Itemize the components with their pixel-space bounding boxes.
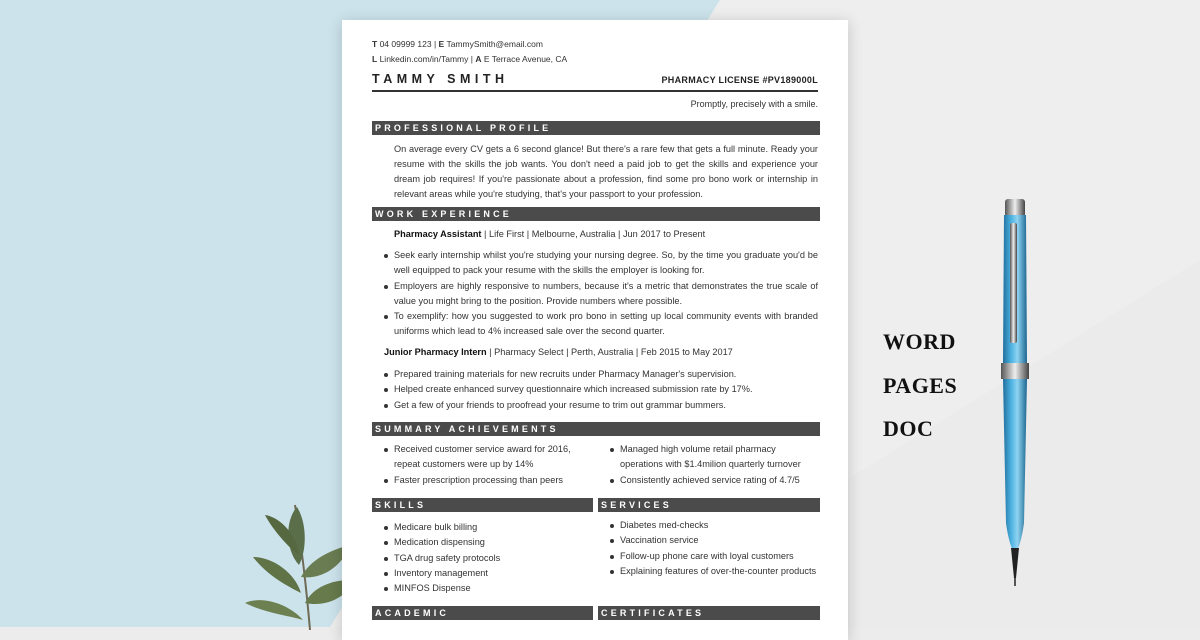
job-title: Junior Pharmacy Intern bbox=[384, 347, 487, 357]
pen-icon bbox=[985, 193, 1045, 603]
list-item: Explaining features of over-the-counter products bbox=[609, 564, 824, 579]
job-2-heading bbox=[384, 347, 733, 357]
separator: | bbox=[470, 54, 473, 64]
list-item: Managed high volume retail pharmacy operations with $1.4milion quarterly turnover bbox=[609, 442, 819, 473]
linkedin-label: L bbox=[372, 54, 378, 64]
contact-line-2 bbox=[372, 52, 567, 67]
list-item: Follow-up phone care with loyal customers bbox=[609, 549, 824, 564]
list-item: Medication dispensing bbox=[383, 535, 593, 550]
services-list bbox=[609, 518, 824, 579]
tagline: Promptly, precisely with a smile. bbox=[690, 99, 818, 109]
license-number: PHARMACY LICENSE #PV189000L bbox=[661, 75, 818, 85]
list-item: Employers are highly responsive to numbers, because it's a metric that demonstrates the true scale of value you might bring to the position. Provide numbers where possible. bbox=[383, 279, 818, 310]
section-header-certificates: CERTIFICATES bbox=[598, 606, 820, 620]
linkedin-url: Linkedin.com/in/Tammy bbox=[379, 54, 469, 64]
list-item: Faster prescription processing than peers bbox=[383, 473, 593, 488]
list-item: TGA drug safety protocols bbox=[383, 551, 593, 566]
email-address: TammySmith@email.com bbox=[446, 39, 543, 49]
job-details: | Life First | Melbourne, Australia | Jun 2017 to Present bbox=[481, 229, 706, 239]
achievements-right bbox=[609, 442, 819, 488]
list-item: To exemplify: how you suggested to work pro bono in setting up local community events with branded uniforms which lead to 4% increased sale over the second quarter. bbox=[383, 309, 818, 340]
list-item: Seek early internship whilst you're studying your nursing degree. So, by the time you graduate you'd be well equipped to pack your resume with the skills the employer is looking for. bbox=[383, 248, 818, 279]
file-formats bbox=[883, 320, 957, 451]
job-details: | Pharmacy Select | Perth, Australia | Feb 2015 to May 2017 bbox=[486, 347, 733, 357]
skills-list bbox=[383, 520, 593, 596]
job-2-bullets bbox=[383, 367, 818, 413]
list-item: Diabetes med-checks bbox=[609, 518, 824, 533]
list-item: Received customer service award for 2016, repeat customers were up by 14% bbox=[383, 442, 593, 473]
phone-label: T bbox=[372, 39, 378, 49]
format-word: WORD bbox=[883, 329, 956, 354]
address: E Terrace Avenue, CA bbox=[483, 54, 568, 64]
list-item: MINFOS Dispense bbox=[383, 581, 593, 596]
contact-block bbox=[372, 37, 567, 67]
candidate-name: TAMMY SMITH bbox=[372, 72, 509, 86]
job-1-bullets bbox=[383, 248, 818, 340]
address-label: A bbox=[475, 54, 482, 64]
achievements-left bbox=[383, 442, 593, 488]
section-header-skills: SKILLS bbox=[372, 498, 593, 512]
section-header-work: WORK EXPERIENCE bbox=[372, 207, 820, 221]
job-title: Pharmacy Assistant bbox=[394, 229, 482, 239]
profile-paragraph: On average every CV gets a 6 second glance! But there's a rare few that gets a full minute. Ready your resume with the skills the job wants. You don't need a paid job to get the skills and experience your dream job requires! If you're passionate about a profession, find some pro bono work or internship in relevant areas while you're studying, that's your passport to your profession. bbox=[394, 144, 818, 199]
list-item: Inventory management bbox=[383, 566, 593, 581]
format-doc: DOC bbox=[883, 416, 934, 441]
list-item: Helped create enhanced survey questionnaire which increased submission rate by 17%. bbox=[383, 382, 818, 397]
list-item: Prepared training materials for new recruits under Pharmacy Manager's supervision. bbox=[383, 367, 818, 382]
list-item: Get a few of your friends to proofread your resume to trim out grammar bummers. bbox=[383, 398, 818, 413]
phone-number: 04 09999 123 bbox=[379, 39, 432, 49]
resume-document bbox=[342, 20, 848, 640]
format-pages: PAGES bbox=[883, 372, 958, 398]
list-item: Medicare bulk billing bbox=[383, 520, 593, 535]
section-header-academic: ACADEMIC bbox=[372, 606, 593, 620]
section-header-summary: SUMMARY ACHIEVEMENTS bbox=[372, 422, 820, 436]
section-header-profile: PROFESSIONAL PROFILE bbox=[372, 121, 820, 135]
list-item: Consistently achieved service rating of 4.7/5 bbox=[609, 473, 819, 488]
email-label: E bbox=[438, 39, 445, 49]
separator: | bbox=[433, 39, 437, 49]
contact-line-1 bbox=[372, 37, 567, 52]
job-1-heading bbox=[394, 229, 705, 239]
header-divider bbox=[372, 90, 818, 92]
list-item: Vaccination service bbox=[609, 533, 824, 548]
section-header-services: SERVICES bbox=[598, 498, 820, 512]
